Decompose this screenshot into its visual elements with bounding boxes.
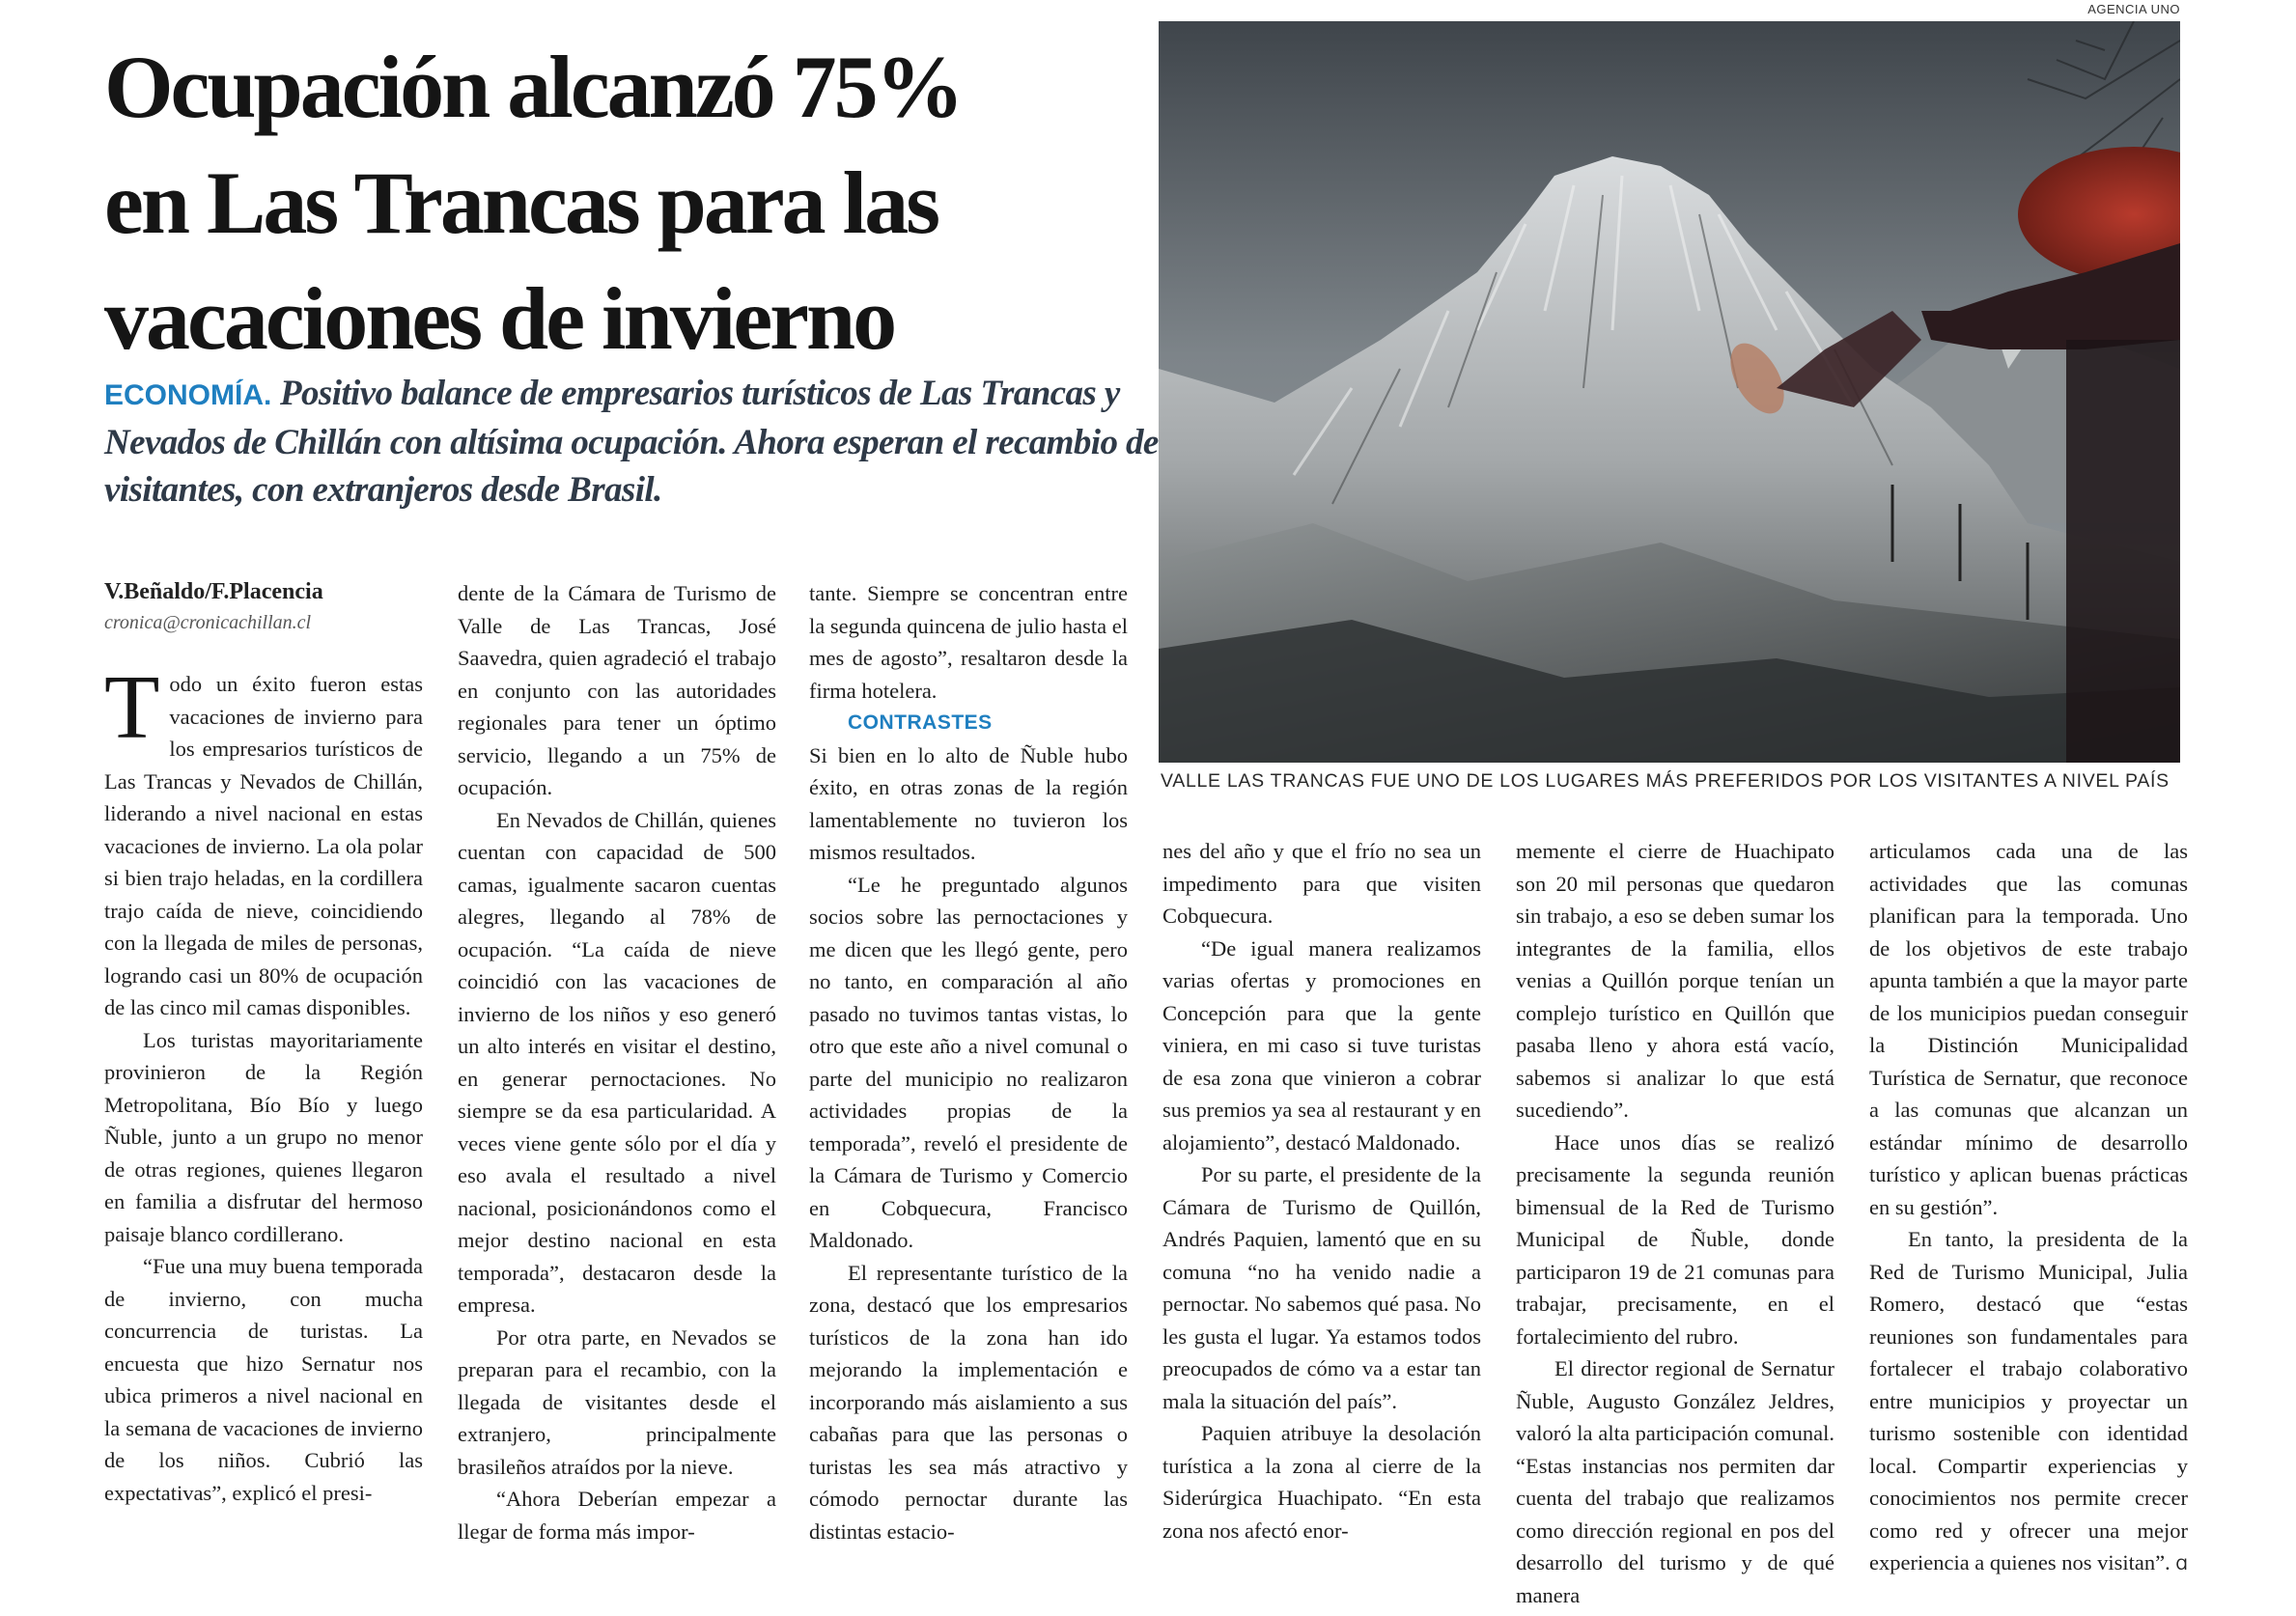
paragraph: El director regional de Sernatur Ñuble, Augusto González Jeldres, valoró la alta participación comunal. “Estas instancias nos permiten dar cuenta del trabajo que realizamos como dirección regional en pos del desarrollo del turismo y de qué manera [1516, 1356, 1834, 1607]
photo-caption: VALLE LAS TRANCAS FUE UNO DE LOS LUGARES MÁS PREFERIDOS POR LOS VISITANTES A NIVEL PAÍS [1161, 770, 2170, 792]
byline-authors: V.Beñaldo/F.Placencia [104, 579, 323, 604]
byline-email[interactable]: cronica@cronicachillan.cl [104, 612, 312, 633]
section-subhead: CONTRASTES [848, 711, 993, 734]
paragraph-text: odo un éxito fueron estas vacaciones de invierno para los empresarios turísticos de Las Trancas y Nevados de Chillán, liderando a nivel nacional en estas vacaciones de invierno. La ola polar si bien trajo heladas, en la cordillera trajo caída de nieve, coincidiendo con la llegada de miles de personas, logrando casi un 80% de ocupación de las cinco mil camas disponibles. [104, 672, 423, 1019]
drop-cap: T [104, 668, 160, 758]
paragraph: “De igual manera realizamos varias ofertas y promociones en Concepción para que la gente viniera, en mi caso si tuve turistas de esa zona que vinieron a cobrar sus premios ya sea al restaurant y en alojamiento”, destacó Maldonado. [1162, 935, 1481, 1155]
paragraph: El representante turístico de la zona, destacó que los empresarios turísticos de la zona han ido mejorando la implementación e incorporando más aislamiento a sus cabañas para que las personas o turistas les sea más atractivo y cómodo pernoctar durante las distintas estacio- [809, 1260, 1128, 1544]
article-column-1 [104, 668, 423, 1616]
lead-text: Positivo balance de empresarios turísticos de Las Trancas y Nevados de Chillán con altísima ocupación. Ahora esperan el recambio de visitantes, con extranjeros desde Brasil. [104, 374, 1159, 510]
photo-credit: AGENCIA UNO [2087, 2, 2180, 16]
article-column-5 [1516, 835, 1834, 1616]
snowy-mountain-image [1159, 21, 2180, 763]
paragraph [104, 668, 423, 1024]
paragraph: Paquien atribuye la desolación turística a la zona al cierre de la Siderúrgica Huachipato. “En esta zona nos afectó enor- [1162, 1421, 1481, 1543]
lead-paragraph [104, 370, 1166, 514]
paragraph: dente de la Cámara de Turismo de Valle de Las Trancas, José Saavedra, quien agradeció el trabajo en conjunto con las autoridades regionales para tener un óptimo servicio, llegando a un 75% de ocupación. [458, 581, 776, 799]
paragraph: En Nevados de Chillán, quienes cuentan con capacidad de 500 camas, igualmente sacaron cuentas alegres, llegando al 78% de ocupación. “La caída de nieve coincidió con las vacaciones de invierno de los niños y eso generó un alto interés en visitar el destino, en generar pernoctaciones. No siempre se da esa particularidad. A veces viene gente sólo por el día y eso avala el resultado a nivel nacional, posicionándonos como el mejor destino nacional en esta temporada”, destacaron desde la empresa. [458, 807, 776, 1317]
article-column-6 [1869, 835, 2188, 1616]
end-of-article-icon: Ɑ [2175, 1555, 2188, 1574]
paragraph-text: En tanto, la presidenta de la Red de Turismo Municipal, Julia Romero, destacó que “estas reuniones son fundamentales para fortalecer el trabajo colaborativo entre municipios y proyectar un turismo sostenible con identidad local. Compartir experiencias y conocimientos nos permite crecer como red y ofrecer una mejor experiencia a quienes nos visitan”. [1869, 1227, 2188, 1574]
paragraph: “Fue una muy buena temporada de invierno, con mucha concurrencia de turistas. La encuesta que hizo Sernatur nos ubica primeros a nivel nacional en la semana de vacaciones de invierno de los niños. Cubrió las expectativas”, explicó el presi- [104, 1254, 423, 1505]
paragraph: “Le he preguntado algunos socios sobre las pernoctaciones y me dicen que les llegó gente, pero no tanto, en comparación al año pasado no tuvimos tantas vistas, lo otro que este año a nivel comunal o parte del municipio no realizaron actividades propias de la temporada”, reveló el presidente de la Cámara de Turismo y Comercio en Cobquecura, Francisco Maldonado. [809, 872, 1128, 1252]
paragraph: articulamos cada una de las actividades que las comunas planifican para la temporada. Uno de los objetivos de este trabajo apunta también a que la mayor parte de los municipios puedan conseguir la Distinción Municipalidad Turística de Sernatur, que reconoce a las comunas que alcanzan un estándar mínimo de desarrollo turístico y aplican buenas prácticas en su gestión”. [1869, 839, 2188, 1219]
headline-line-1: Ocupación alcanzó 75% [104, 38, 962, 136]
paragraph: tante. Siempre se concentran entre la segunda quincena de julio hasta el mes de agosto”, resaltaron desde la firma hotelera. [809, 581, 1128, 703]
paragraph [1869, 1223, 2188, 1581]
article-column-2 [458, 577, 776, 1616]
paragraph: Hace unos días se realizó precisamente la segunda reunión bimensual de la Red de Turismo Municipal de Ñuble, donde participaron 19 de 21 comunas para trabajar, precisamente, en el fortalecimiento del rubro. [1516, 1129, 1834, 1349]
paragraph: Por su parte, el presidente de la Cámara de Turismo de Quillón, Andrés Paquien, lamentó que en su comuna “no ha venido nadie a pernoctar. No sabemos qué pasa. No les gusta el lugar. Ya estamos todos preocupados de cómo va a estar tan mala la situación del país”. [1162, 1162, 1481, 1413]
paragraph: “Ahora Deberían empezar a llegar de forma más impor- [458, 1487, 776, 1544]
paragraph: memente el cierre de Huachipato son 20 mil personas que quedaron sin trabajo, a eso se deben sumar los integrantes de la familia, ellos venias a Quillón porque tenían un complejo turístico en Quillón que pasaba lleno y ahora está vacío, sabemos si analizar lo que está sucediendo”. [1516, 839, 1834, 1122]
article-column-4 [1162, 835, 1481, 1616]
headline-line-2: en Las Trancas para las [104, 153, 938, 252]
headline [104, 29, 1157, 376]
section-kicker: ECONOMÍA. [104, 379, 272, 411]
paragraph: Por otra parte, en Nevados se preparan para el recambio, con la llegada de visitantes desde el extranjero, principalmente brasileños atraídos por la nieve. [458, 1324, 776, 1479]
mountain-photo [1159, 21, 2180, 763]
article-column-3 [809, 577, 1128, 1616]
paragraph: Los turistas mayoritariamente provinieron de la Región Metropolitana, Bío Bío y luego Ñuble, junto a un grupo no menor de otras regiones, quienes llegaron en familia a disfrutar del hermoso paisaje blanco cordillerano. [104, 1027, 423, 1246]
paragraph: Si bien en lo alto de Ñuble hubo éxito, en otras zonas de la región lamentablemente no tuvieron los mismos resultados. [809, 742, 1128, 864]
headline-line-3: vacaciones de invierno [104, 269, 895, 368]
paragraph: nes del año y que el frío no sea un impedimento para que visiten Cobquecura. [1162, 839, 1481, 928]
